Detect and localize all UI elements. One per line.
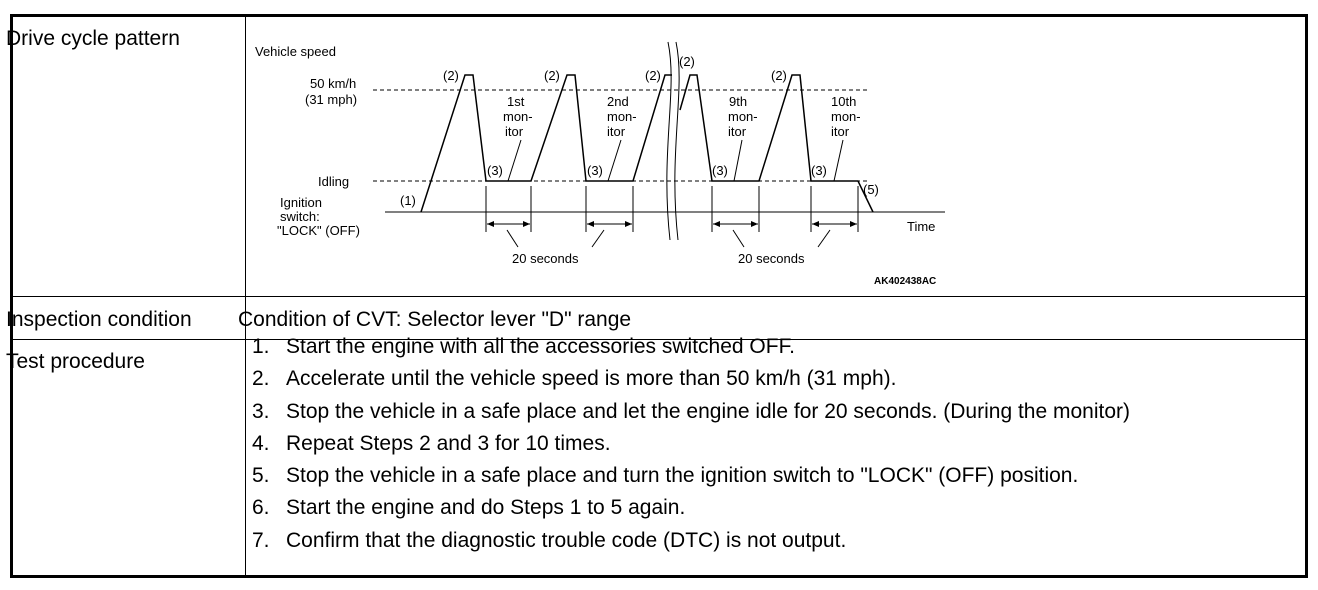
step-number: 2. <box>252 367 270 391</box>
step-marker: (5) <box>863 182 879 197</box>
leader-line <box>734 140 742 181</box>
procedure-step <box>252 525 1130 557</box>
monitor-label: mon- <box>503 109 533 124</box>
step-marker: (2) <box>771 68 787 83</box>
monitor-label: 9th <box>729 94 748 109</box>
monitor-label: itor <box>831 124 850 139</box>
step-text: Start the engine with all the accessories switched OFF. <box>286 335 795 358</box>
step-marker: (2) <box>443 68 459 83</box>
leader-line <box>508 140 521 181</box>
row-label-drive-cycle: Drive cycle pattern <box>6 27 180 50</box>
step-marker: (2) <box>645 68 661 83</box>
speed-profile-line <box>421 75 672 212</box>
procedure-step <box>252 428 1130 460</box>
monitor-label: itor <box>505 124 524 139</box>
step-number: 4. <box>252 431 270 455</box>
monitor-label: mon- <box>607 109 637 124</box>
monitor-label: 2nd <box>607 94 629 109</box>
arrow-head <box>751 221 758 227</box>
step-marker: (3) <box>811 163 827 178</box>
monitor-label: 10th <box>831 94 857 109</box>
step-text: Repeat Steps 2 and 3 for 10 times. <box>286 431 611 455</box>
step-marker: (3) <box>587 163 603 178</box>
arrow-head <box>587 221 594 227</box>
figure-code: AK402438AC <box>874 276 937 287</box>
monitor-label: mon- <box>728 109 758 124</box>
ignition-label: "LOCK" (OFF) <box>277 223 360 238</box>
step-number: 1. <box>252 335 270 358</box>
leader-line <box>592 230 604 247</box>
step-text: Stop the vehicle in a safe place and let the engine idle for 20 seconds. (During the monitor) <box>286 399 1131 423</box>
ignition-label: switch: <box>280 209 320 224</box>
ignition-label: Ignition <box>280 195 322 210</box>
monitor-label: 1st <box>507 94 525 109</box>
arrow-head <box>812 221 819 227</box>
step-marker: (2) <box>679 54 695 69</box>
step-text: Stop the vehicle in a safe place and turn the ignition switch to "LOCK" (OFF) position. <box>286 464 1079 488</box>
arrow-head <box>487 221 494 227</box>
duration-label: 20 seconds <box>512 251 579 266</box>
leader-line <box>733 230 744 247</box>
speed-label: (31 mph) <box>305 92 358 107</box>
step-text: Start the engine and do Steps 1 to 5 again. <box>286 496 686 520</box>
leader-line <box>608 140 621 181</box>
procedure-step <box>252 460 1130 492</box>
arrow-head <box>625 221 632 227</box>
leader-line <box>834 140 843 181</box>
monitor-label: itor <box>728 124 747 139</box>
procedure-step <box>252 331 1130 363</box>
step-number: 7. <box>252 528 270 552</box>
step-number: 6. <box>252 496 270 520</box>
time-break-mark <box>667 42 671 240</box>
speed-label: 50 km/h <box>310 76 357 91</box>
step-marker: (3) <box>712 163 728 178</box>
step-text: Confirm that the diagnostic trouble code (DTC) is not output. <box>286 528 847 552</box>
step-text: Accelerate until the vehicle speed is more than 50 km/h (31 mph). <box>286 367 897 391</box>
time-break-mark <box>675 42 679 240</box>
duration-label: 20 seconds <box>738 251 805 266</box>
x-axis-label: Time <box>907 219 936 234</box>
step-marker: (2) <box>544 68 560 83</box>
leader-line <box>507 230 518 247</box>
procedure-step <box>252 396 1130 428</box>
row-label-test-procedure: Test procedure <box>6 350 145 373</box>
monitor-label: mon- <box>831 109 861 124</box>
arrow-head <box>850 221 857 227</box>
row-label-inspection-condition: Inspection condition <box>6 308 192 331</box>
y-axis-label: Vehicle speed <box>255 44 336 59</box>
step-marker: (1) <box>400 193 416 208</box>
inspection-condition-value: Condition of CVT: Selector lever "D" range <box>238 308 632 331</box>
monitor-label: itor <box>607 124 626 139</box>
step-number: 5. <box>252 464 270 488</box>
test-procedure-list <box>252 331 1130 557</box>
procedure-step <box>252 492 1130 524</box>
step-marker: (3) <box>487 163 503 178</box>
procedure-step <box>252 363 1130 395</box>
arrow-head <box>713 221 720 227</box>
idle-label: Idling <box>318 174 350 189</box>
arrow-head <box>523 221 530 227</box>
leader-line <box>818 230 830 247</box>
step-number: 3. <box>252 399 270 423</box>
